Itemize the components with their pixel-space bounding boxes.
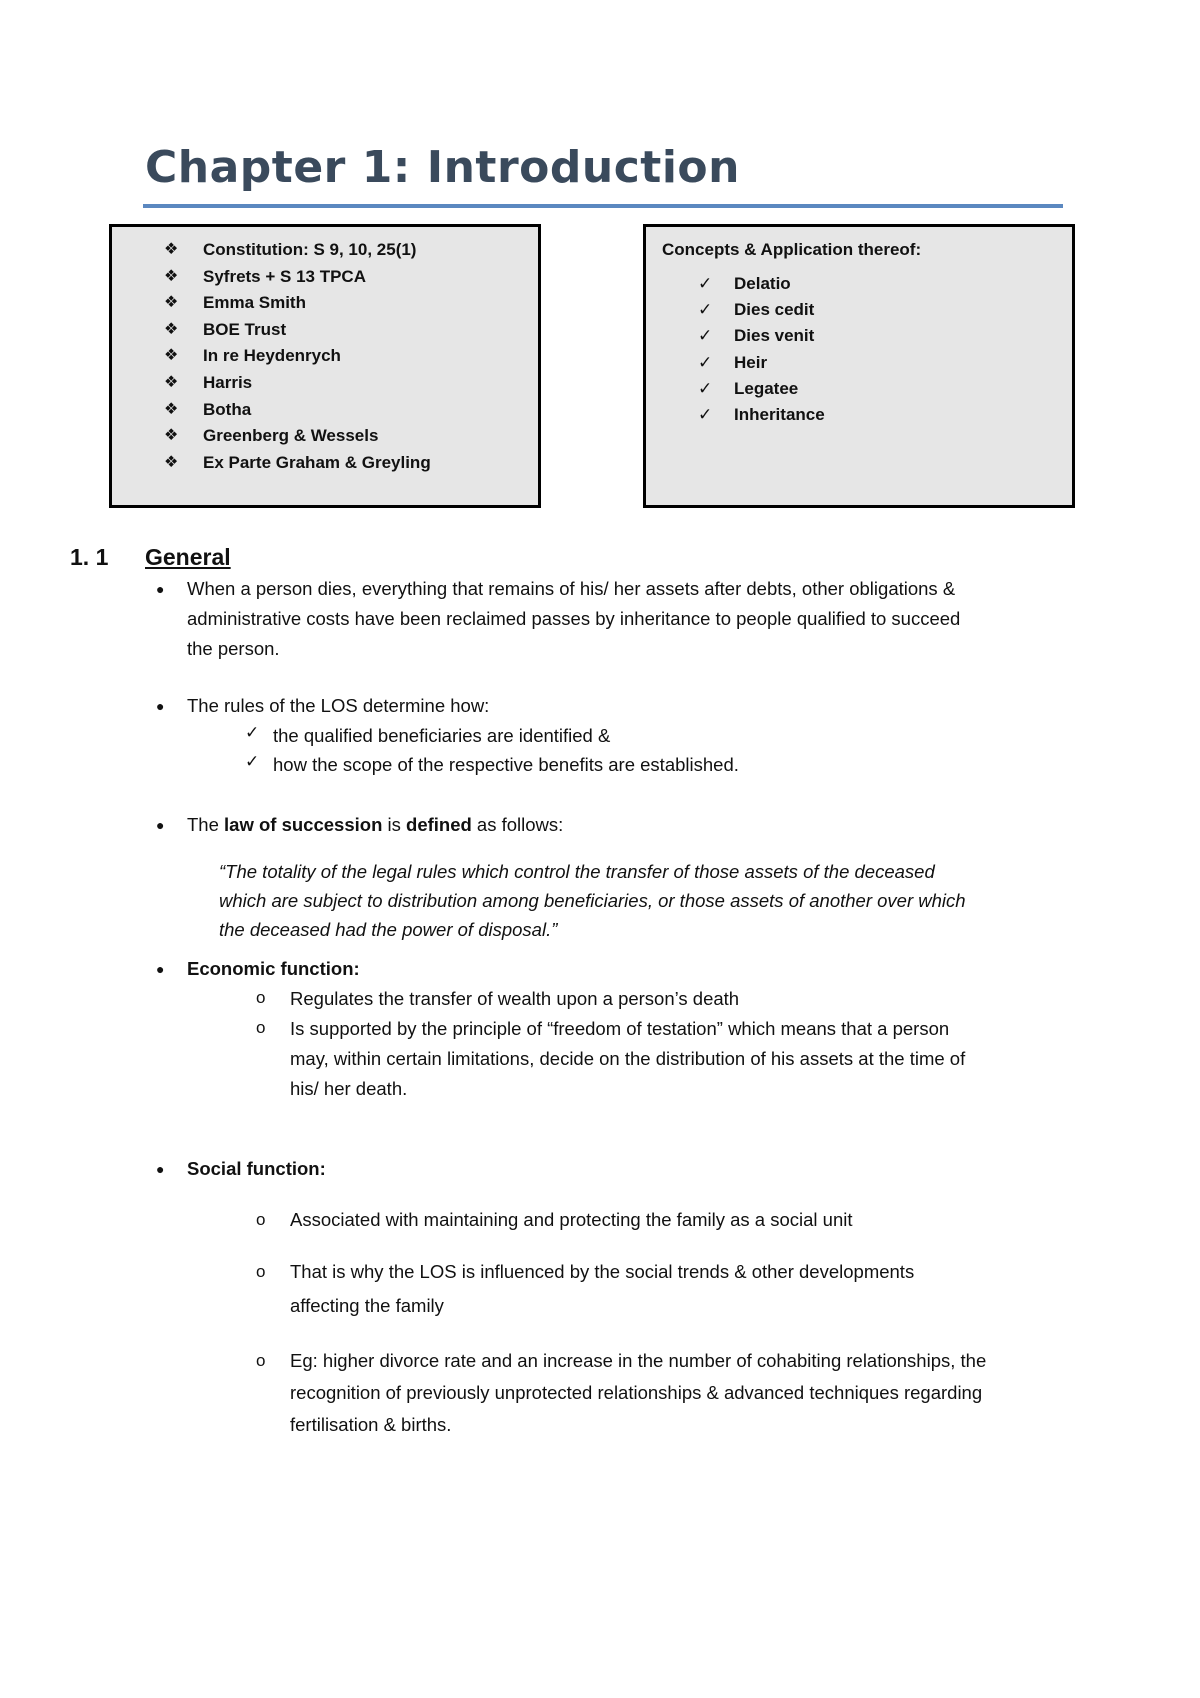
list-item: ❖ Emma Smith bbox=[112, 290, 538, 317]
list-item: ❖ BOE Trust bbox=[112, 317, 538, 344]
sub-item-line: recognition of previously unprotected relationships & advanced techniques regarding bbox=[290, 1382, 983, 1403]
diamond-bullet-icon: ❖ bbox=[164, 267, 179, 285]
diamond-bullet-icon: ❖ bbox=[164, 320, 179, 338]
cases-box bbox=[109, 224, 541, 508]
sub-item: Associated with maintaining and protecting the family as a social unit bbox=[290, 1209, 853, 1230]
circle-bullet-icon: o bbox=[256, 988, 266, 1007]
bullet-icon: ● bbox=[156, 817, 165, 833]
circle-bullet-icon: o bbox=[256, 1351, 266, 1370]
paragraph-line: The rules of the LOS determine how: bbox=[187, 695, 490, 716]
paragraph-line: When a person dies, everything that remains of his/ her assets after debts, other obligations & bbox=[187, 578, 956, 599]
list-item: ✓ Dies venit bbox=[646, 323, 1072, 349]
social-function-label: Social function: bbox=[187, 1158, 326, 1179]
sub-item-line: may, within certain limitations, decide on the distribution of his assets at the time of bbox=[290, 1048, 966, 1069]
concepts-list bbox=[646, 271, 1072, 428]
check-icon: ✓ bbox=[698, 378, 713, 398]
diamond-bullet-icon: ❖ bbox=[164, 294, 179, 312]
paragraph-line: the person. bbox=[187, 638, 280, 659]
list-item: ✓ Dies cedit bbox=[646, 297, 1072, 323]
circle-bullet-icon: o bbox=[256, 1262, 266, 1281]
bullet-icon: ● bbox=[156, 581, 165, 597]
sub-item-line: affecting the family bbox=[290, 1295, 444, 1316]
check-item: how the scope of the respective benefits are established. bbox=[273, 754, 739, 775]
sub-item-line: fertilisation & births. bbox=[290, 1414, 452, 1435]
concepts-heading: Concepts & Application thereof: bbox=[662, 240, 922, 259]
list-item: ❖ Harris bbox=[112, 370, 538, 397]
check-item: the qualified beneficiaries are identified & bbox=[273, 725, 611, 746]
sub-item-line: Eg: higher divorce rate and an increase in the number of cohabiting relationships, the bbox=[290, 1350, 987, 1371]
paragraph-line: administrative costs have been reclaimed passes by inheritance to people qualified to succeed bbox=[187, 608, 961, 629]
list-item: ❖ Ex Parte Graham & Greyling bbox=[112, 450, 538, 477]
diamond-bullet-icon: ❖ bbox=[164, 373, 179, 391]
quote-line: which are subject to distribution among beneficiaries, or those assets of another over which bbox=[219, 890, 966, 911]
diamond-bullet-icon: ❖ bbox=[164, 241, 179, 258]
list-item: ❖ In re Heydenrych bbox=[112, 343, 538, 370]
definition-intro: The law of succession is defined as follows: bbox=[187, 814, 564, 835]
list-item: ✓ Heir bbox=[646, 350, 1072, 376]
check-icon: ✓ bbox=[698, 274, 713, 293]
economic-function-label: Economic function: bbox=[187, 958, 360, 979]
check-icon: ✓ bbox=[245, 723, 260, 742]
check-icon: ✓ bbox=[245, 752, 260, 771]
diamond-bullet-icon: ❖ bbox=[164, 427, 179, 445]
sub-item-line: Is supported by the principle of “freedom of testation” which means that a person bbox=[290, 1018, 950, 1039]
list-item: ❖ Greenberg & Wessels bbox=[112, 423, 538, 450]
bullet-icon: ● bbox=[156, 698, 165, 714]
check-icon: ✓ bbox=[698, 352, 713, 372]
title-underline bbox=[143, 204, 1063, 208]
check-icon: ✓ bbox=[698, 404, 713, 424]
section-title: General bbox=[145, 544, 231, 570]
bullet-icon: ● bbox=[156, 1161, 165, 1177]
circle-bullet-icon: o bbox=[256, 1210, 266, 1229]
list-item: ❖ Syfrets + S 13 TPCA bbox=[112, 264, 538, 291]
diamond-bullet-icon: ❖ bbox=[164, 347, 179, 365]
page-title: Chapter 1: Introduction bbox=[145, 142, 740, 193]
quote-line: “The totality of the legal rules which control the transfer of those assets of the deceased bbox=[219, 861, 935, 882]
list-item: ✓ Legatee bbox=[646, 376, 1072, 402]
concepts-box bbox=[643, 224, 1075, 508]
circle-bullet-icon: o bbox=[256, 1018, 266, 1037]
cases-list bbox=[112, 227, 538, 476]
list-item: ❖ Constitution: S 9, 10, 25(1) bbox=[112, 237, 538, 264]
bullet-icon: ● bbox=[156, 961, 165, 977]
diamond-bullet-icon: ❖ bbox=[164, 453, 179, 471]
section-number: 1. 1 bbox=[70, 544, 109, 570]
sub-item-line: his/ her death. bbox=[290, 1078, 408, 1099]
list-item: ❖ Botha bbox=[112, 397, 538, 424]
check-icon: ✓ bbox=[698, 300, 713, 320]
sub-item-line: That is why the LOS is influenced by the social trends & other developments bbox=[290, 1261, 915, 1282]
sub-item: Regulates the transfer of wealth upon a person’s death bbox=[290, 988, 740, 1009]
diamond-bullet-icon: ❖ bbox=[164, 400, 179, 418]
list-item: ✓ Inheritance bbox=[646, 402, 1072, 428]
check-icon: ✓ bbox=[698, 326, 713, 346]
list-item: ✓ Delatio bbox=[646, 271, 1072, 297]
quote-line: the deceased had the power of disposal.” bbox=[219, 919, 558, 940]
